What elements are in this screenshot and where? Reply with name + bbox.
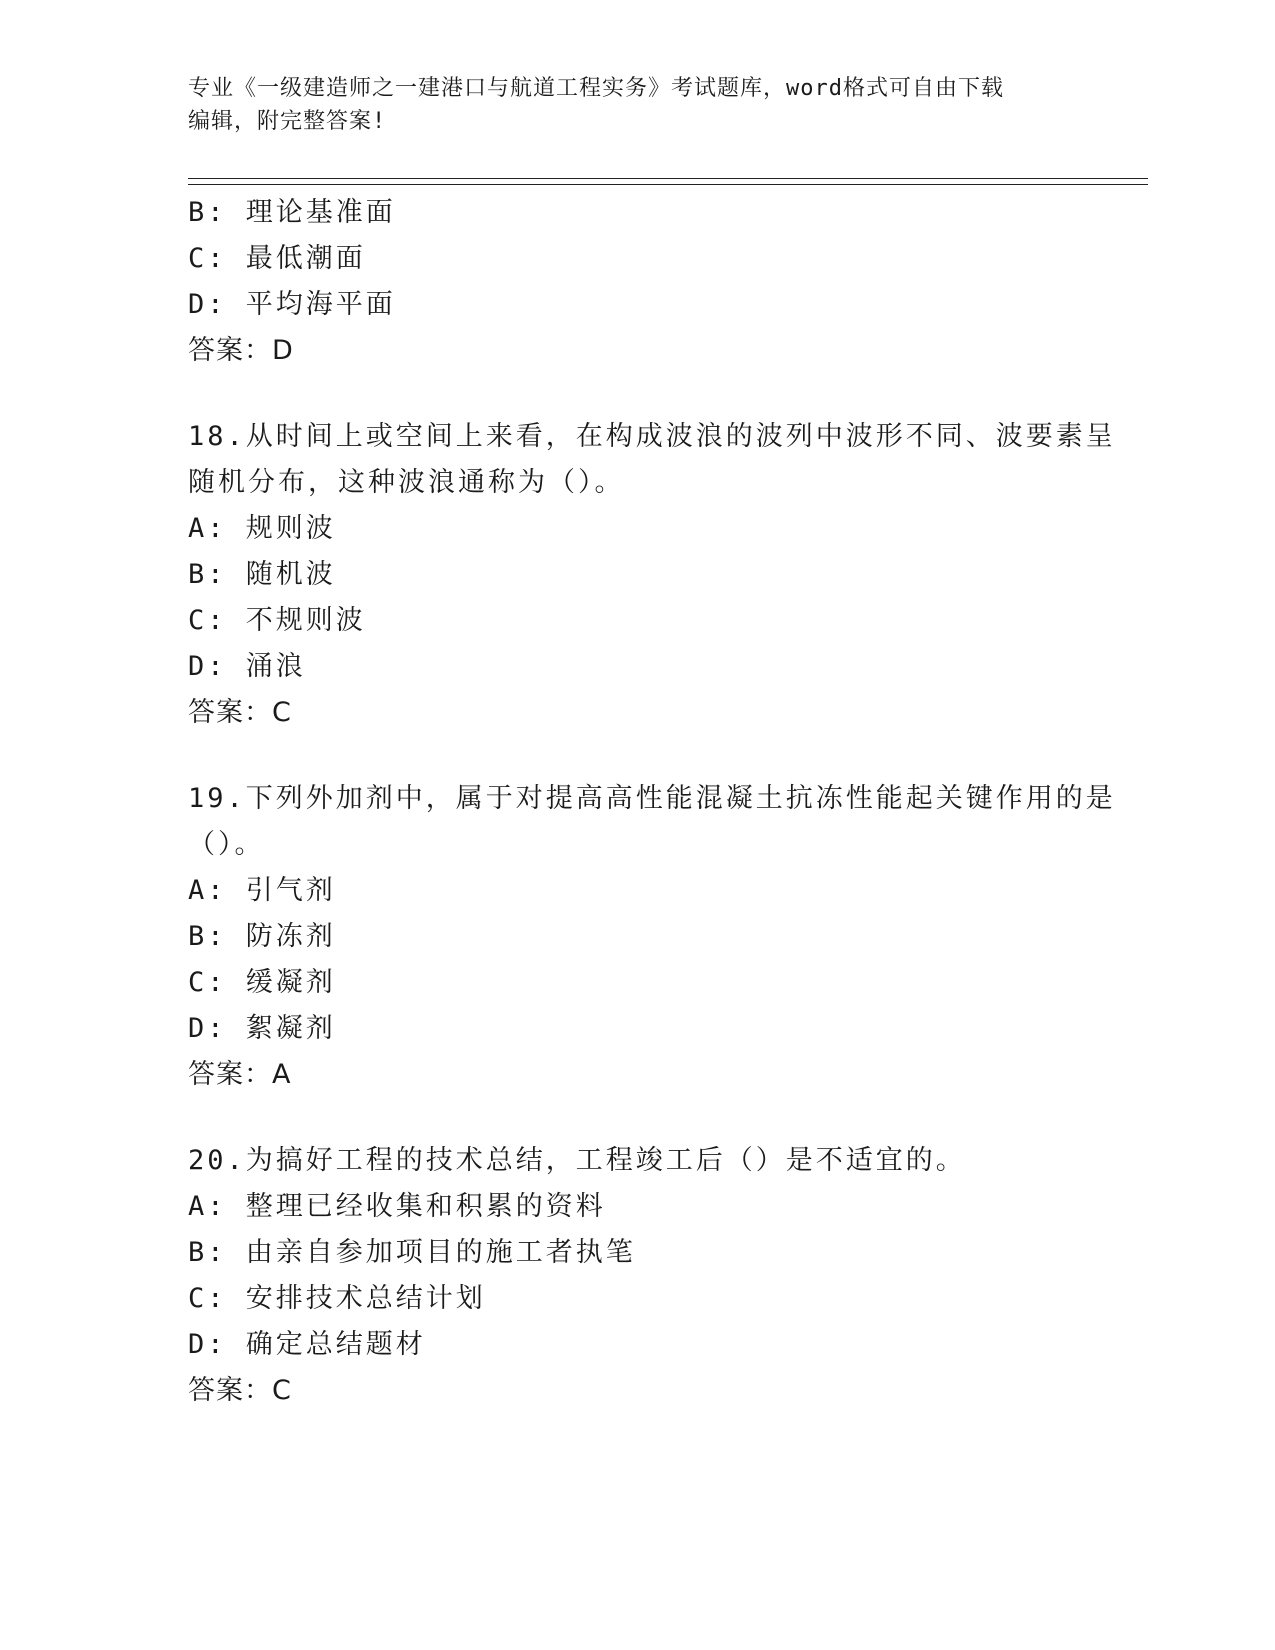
option-d: D: 确定总结题材 (188, 1329, 426, 1360)
question-20 (188, 1138, 1088, 1414)
question-text-cont: （）。 (188, 829, 265, 860)
answer-line: 答案：C (188, 1375, 292, 1406)
document-header (188, 72, 1068, 138)
question-text: 19.下列外加剂中，属于对提高高性能混凝土抗冻性能起关键作用的是 (188, 783, 1116, 814)
header-line-1: 专业《一级建造师之一建港口与航道工程实务》考试题库，word格式可自由下载 (188, 76, 1004, 101)
spacer (188, 374, 1088, 414)
option-d: D: 平均海平面 (188, 289, 396, 320)
answer-line: 答案：D (188, 335, 294, 366)
answer-line: 答案：A (188, 1059, 292, 1090)
question-text: 20.为搞好工程的技术总结，工程竣工后（）是不适宜的。 (188, 1145, 966, 1176)
option-c: C: 安排技术总结计划 (188, 1283, 486, 1314)
header-divider-top (188, 178, 1148, 179)
question-17-continuation (188, 190, 1088, 374)
option-c: C: 不规则波 (188, 605, 366, 636)
option-c: C: 最低潮面 (188, 243, 366, 274)
option-a: A: 引气剂 (188, 875, 336, 906)
question-19 (188, 776, 1116, 1098)
answer-line: 答案：C (188, 697, 292, 728)
question-text-cont: 随机分布，这种波浪通称为（）。 (188, 467, 625, 498)
option-d: D: 絮凝剂 (188, 1013, 336, 1044)
header-line-2: 编辑，附完整答案! (188, 109, 387, 134)
option-d: D: 涌浪 (188, 651, 306, 682)
option-b: B: 随机波 (188, 559, 336, 590)
option-a: A: 整理已经收集和积累的资料 (188, 1191, 606, 1222)
question-list (188, 190, 1116, 1414)
option-b: B: 由亲自参加项目的施工者执笔 (188, 1237, 636, 1268)
spacer (188, 736, 1088, 776)
option-b: B: 防冻剂 (188, 921, 336, 952)
header-divider-bottom (188, 184, 1148, 185)
option-c: C: 缓凝剂 (188, 967, 336, 998)
question-text: 18.从时间上或空间上来看，在构成波浪的波列中波形不同、波要素呈 (188, 421, 1116, 452)
option-b: B: 理论基准面 (188, 197, 396, 228)
spacer (188, 1098, 1088, 1138)
question-18 (188, 414, 1116, 736)
option-a: A: 规则波 (188, 513, 336, 544)
